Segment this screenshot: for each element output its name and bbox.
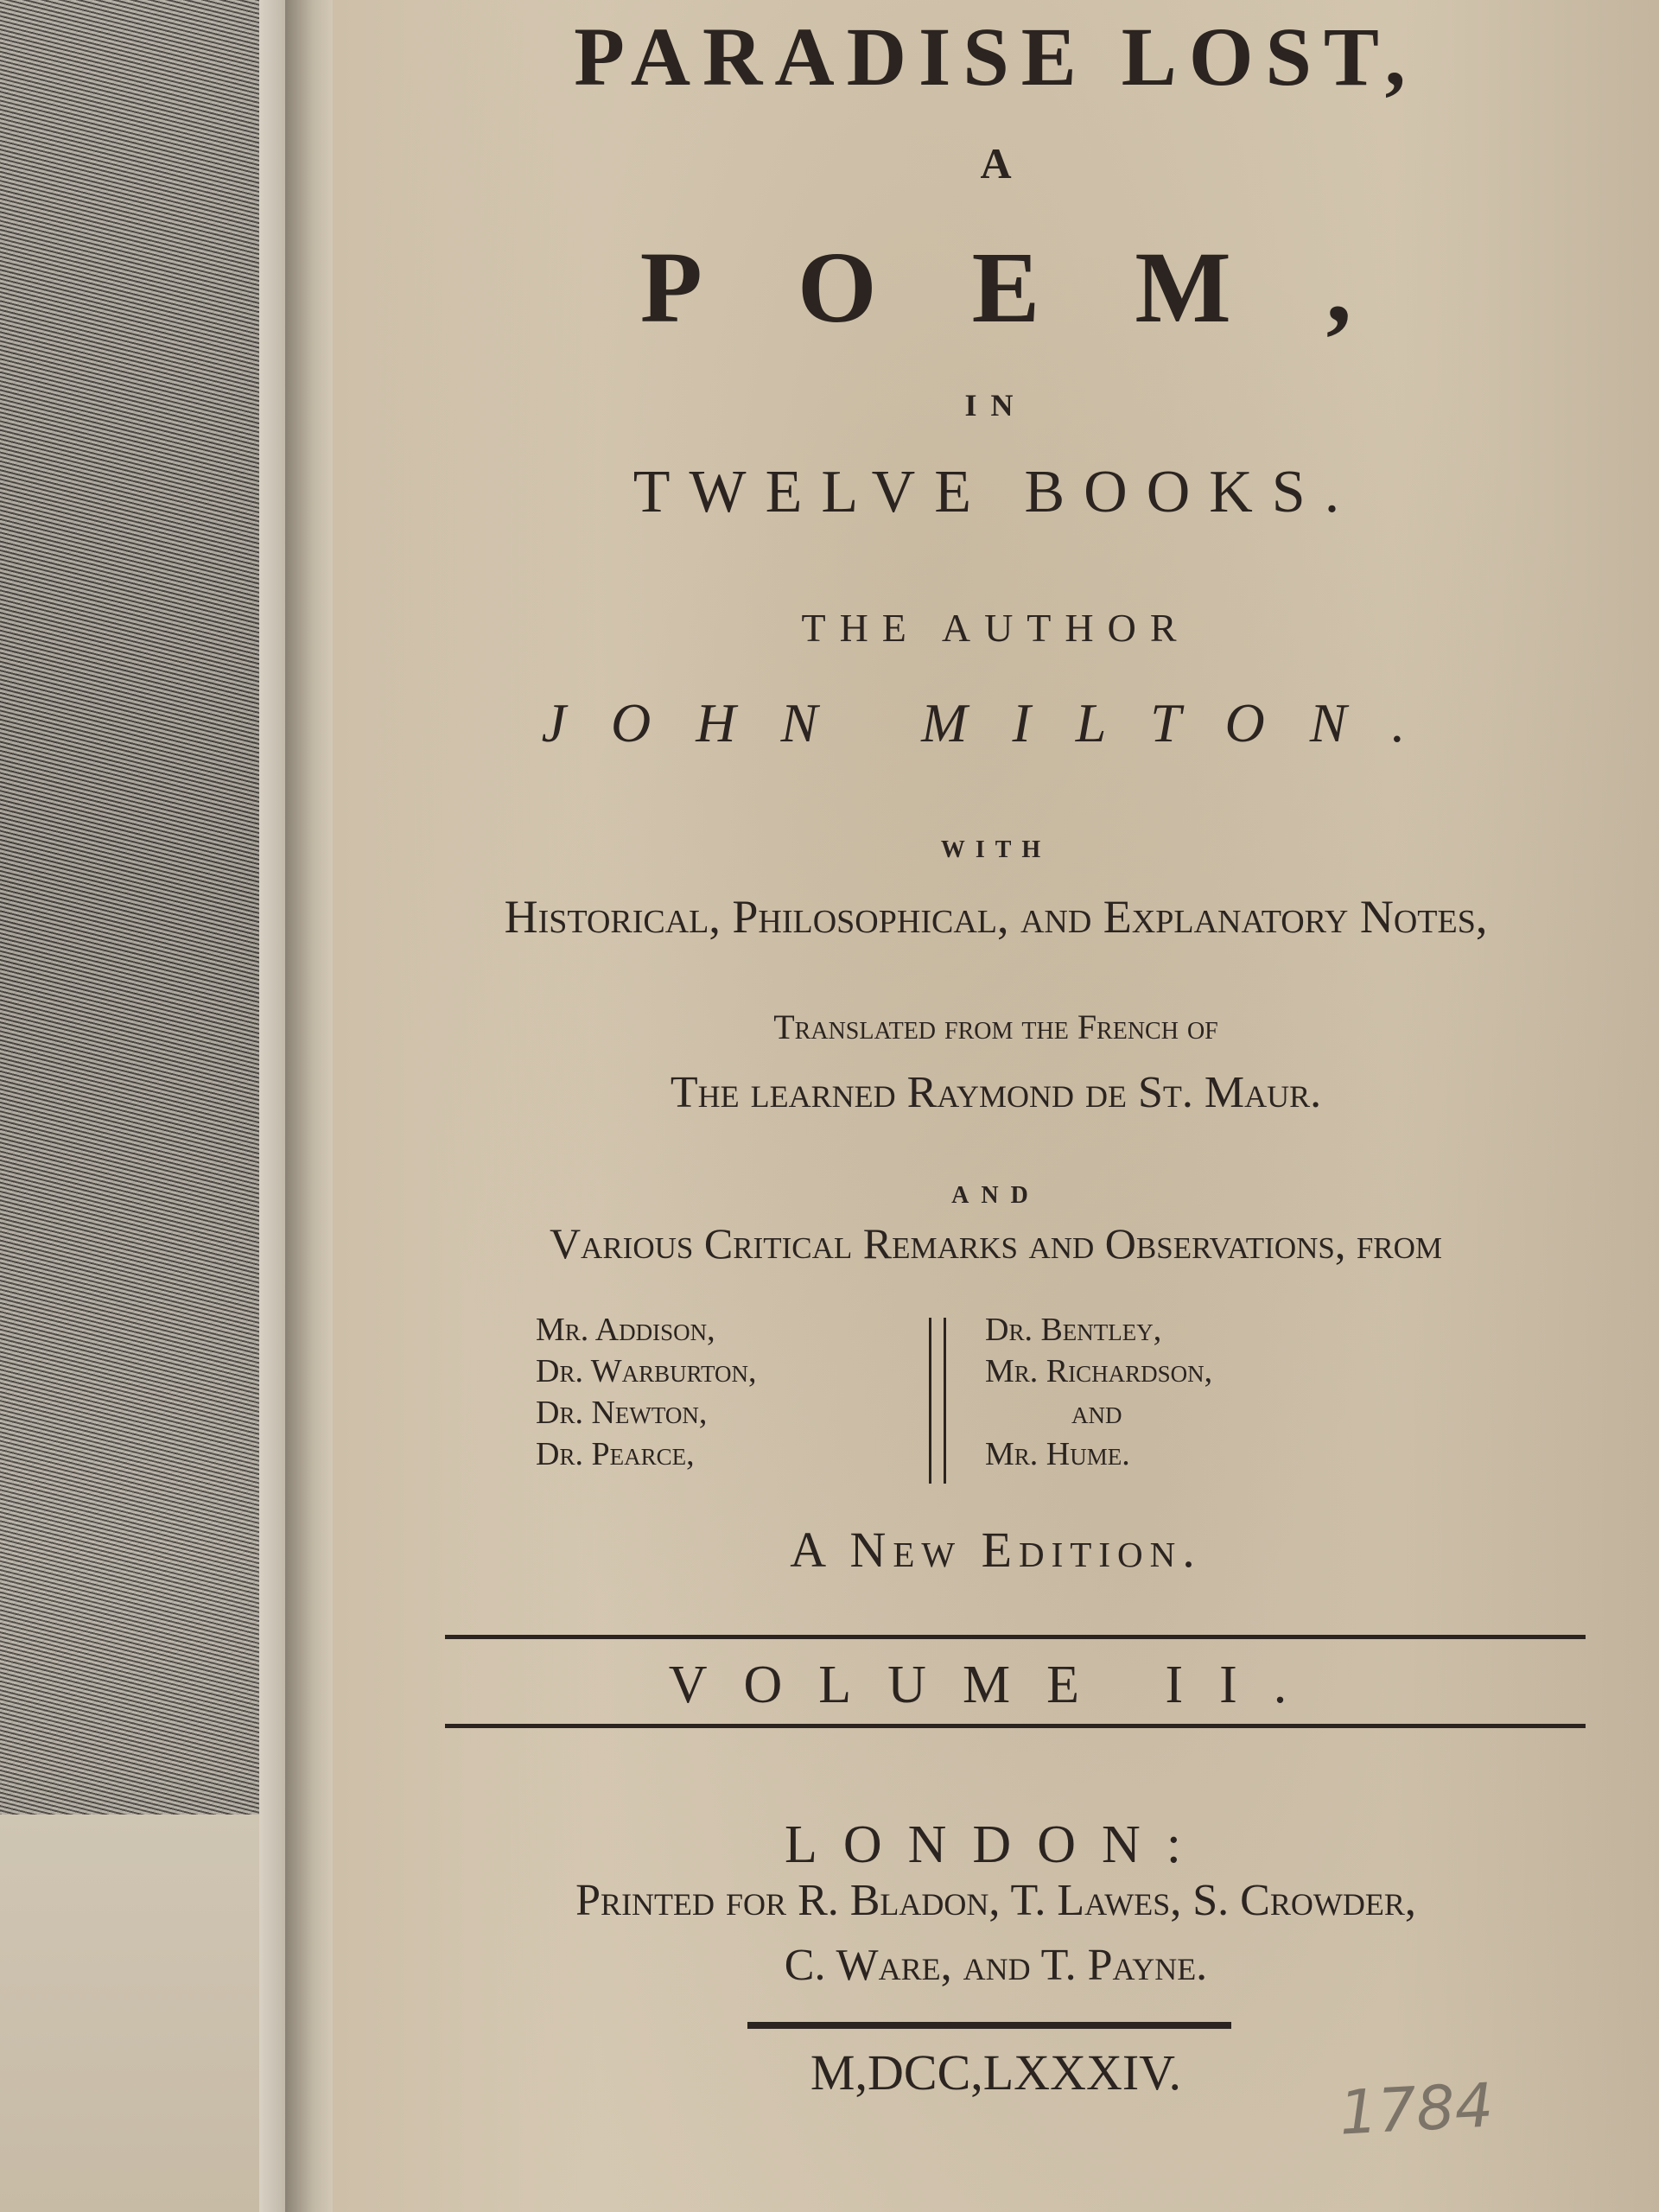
title-article: A <box>980 139 1012 188</box>
column-divider <box>929 1318 946 1484</box>
imprint-printers-1: Printed for R. Bladon, T. Lawes, S. Crowder, <box>575 1876 1416 1925</box>
title-in: IN <box>964 388 1027 423</box>
critics-left-column <box>536 1309 757 1475</box>
edition-line: A New Edition. <box>790 1522 1202 1578</box>
critic-name: Dr. Newton, <box>536 1395 708 1431</box>
remarks-line: Various Critical Remarks and Observations, from <box>549 1219 1443 1268</box>
rule-top <box>445 1635 1586 1639</box>
critic-name: Dr. Warburton, <box>536 1353 757 1389</box>
critic-name: Mr. Addison, <box>536 1312 715 1348</box>
frontispiece-margin <box>0 1815 285 2212</box>
translated-line: Tranſlated from the French of <box>773 1007 1218 1046</box>
volume-line: VOLUME II. <box>668 1656 1324 1714</box>
notes-line: Hiſtorical, Philoſophical, and Explanatory Notes, <box>504 891 1488 943</box>
imprint-city: LONDON: <box>785 1815 1207 1874</box>
critic-name: Mr. Richardson, <box>985 1353 1213 1389</box>
translator-line: The learned Raymond de St. Maur. <box>670 1068 1322 1117</box>
pencil-annotation: 1784 <box>1337 2069 1496 2149</box>
with-label: WITH <box>940 836 1052 863</box>
title-books: TWELVE BOOKS. <box>632 459 1359 525</box>
title-page <box>333 0 1659 2212</box>
author-name: JOHN MILTON. <box>541 692 1451 753</box>
book-title: PARADISE LOST, <box>574 10 1418 103</box>
book-gutter <box>285 0 333 2212</box>
critic-name: Dr. Bentley, <box>985 1312 1162 1348</box>
rule-bottom <box>445 1724 1586 1728</box>
imprint-printers-2: C. Ware, and T. Payne. <box>784 1941 1208 1990</box>
imprint-date: M,DCC,LXXXIV. <box>810 2044 1182 2101</box>
critics-right-column <box>985 1309 1212 1475</box>
critic-name: Dr. Pearce, <box>536 1436 695 1472</box>
and-label: AND <box>951 1182 1040 1209</box>
critic-name: Mr. Hume. <box>985 1436 1130 1472</box>
title-poem: POEM, <box>639 231 1447 344</box>
critic-and: and <box>1071 1395 1122 1431</box>
author-label: THE AUTHOR <box>801 606 1191 650</box>
rule-date <box>747 2022 1231 2029</box>
